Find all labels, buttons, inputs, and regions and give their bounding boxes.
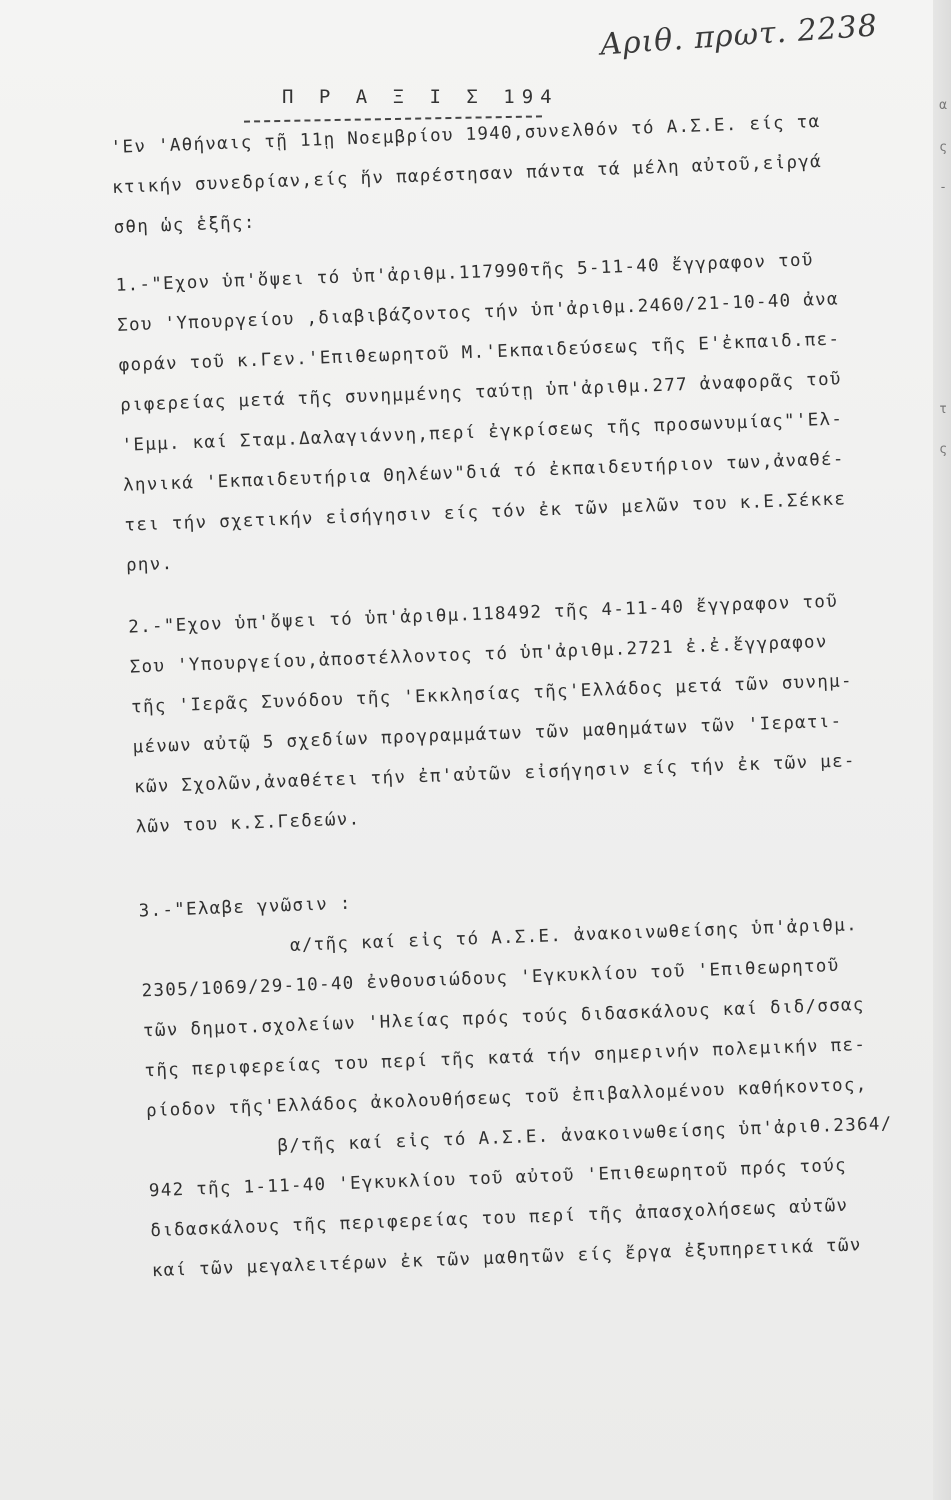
item3-line: α/τῆς καί εἰς τό Α.Σ.Ε. ἀνακοινωθείσης ὑπ'ἀριθμ. bbox=[289, 915, 859, 956]
document-body bbox=[110, 99, 951, 1292]
item3-line: 942 τῆς 1-11-40 'Εγκυκλίου τοῦ αὐτοῦ 'Επιθεωρητοῦ πρός τούς bbox=[148, 1155, 848, 1202]
item1-line: φοράν τοῦ κ.Γεν.'Επιθεωρητοῦ Μ.'Εκπαιδεύσεως τῆς Ε'ἐκπαιδ.πε- bbox=[118, 329, 841, 376]
item1-line: 'Εμμ. καί Σταμ.Δαλαγιάννη,περί ἐγκρίσεως τῆς προσωνυμίας"'Ελ- bbox=[121, 409, 844, 456]
item1-line: 1.-"Εχον ὑπ'ὄψει τό ὑπ'ἀριθμ.117990τῆς 5-11-40 ἔγγραφον τοῦ bbox=[115, 250, 815, 296]
item2-line: 2.-"Εχον ὑπ'ὄψει τό ὑπ'ἀριθμ.118492 τῆς 4-11-40 ἔγγραφον τοῦ bbox=[127, 591, 839, 638]
item3-line: 2305/1069/29-10-40 ἐνθουσιώδους 'Εγκυκλίου τοῦ 'Επιθεωρητοῦ bbox=[141, 955, 840, 1002]
item3-line: καί τῶν μεγαλειτέρων ἐκ τῶν μαθητῶν είς ἔργα ἐξυπηρετικά τῶν bbox=[151, 1235, 862, 1282]
item3-line: διδασκάλους τῆς περιφερείας του περί τῆς ἀπασχολήσεως αὐτῶν bbox=[150, 1195, 849, 1242]
intro-line: 'Εν 'Αθήναις τῇ 11ῃ Νοεμβρίου 1940,συνελθόν τό Α.Σ.Ε. είς τα bbox=[110, 111, 821, 158]
item3-line: τῆς περιφερείας του περί τῆς κατά τήν σημερινήν πολεμικήν πε- bbox=[144, 1034, 867, 1082]
margin-mark: ς bbox=[939, 140, 947, 155]
item3-heading: 3.-"Ελαβε γνῶσιν : bbox=[138, 893, 352, 922]
intro-line: κτικήν συνεδρίαν,είς ἥν παρέστησαν πάντα τά μέλη αὐτοῦ,εἰργά bbox=[111, 151, 823, 198]
document-title: Π Ρ Α Ξ Ι Σ 194 bbox=[282, 86, 559, 108]
item3-line: ρίοδον τῆς'Ελλάδος ἀκολουθήσεως τοῦ ἐπιβαλλομένου καθήκοντος, bbox=[145, 1074, 868, 1122]
item1-line: ρην. bbox=[125, 553, 174, 576]
handwritten-protocol-number: Αριθ. πρωτ. 2238 bbox=[599, 8, 879, 63]
margin-mark: τ bbox=[939, 402, 947, 417]
margin-mark: ς bbox=[939, 442, 947, 457]
item1-line: ληνικά 'Εκπαιδευτήρια Θηλέων"διά τό ἐκπαιδευτήριον των,ἀναθέ- bbox=[122, 449, 845, 496]
item2-line: Σου 'Υπουργείου,ἀποστέλλοντος τό ὑπ'ἀριθμ.2721 ἐ.ἐ.ἔγγραφον bbox=[129, 632, 829, 678]
item2-line: κῶν Σχολῶν,ἀναθέτει τήν ἐπ'αὐτῶν εἰσήγησιν είς τήν ἐκ τῶν με- bbox=[133, 751, 857, 798]
page-edge-strip bbox=[933, 0, 951, 1500]
intro-line: σθη ὡς ἑξῆς: bbox=[113, 212, 256, 238]
margin-mark: - bbox=[939, 180, 947, 195]
item1-line: ριφερείας μετά τῆς συνημμένης ταύτῃ ὑπ'ἀριθμ.277 ἀναφορᾶς τοῦ bbox=[119, 369, 843, 416]
item1-line: Σου 'Υπουργείου ,διαβιβάζοντος τήν ὑπ'ἀριθμ.2460/21-10-40 ἀνα bbox=[116, 289, 840, 336]
item1-line: τει τήν σχετικήν εἰσήγησιν είς τόν ἐκ τῶν μελῶν του κ.Ε.Σέκκε bbox=[124, 489, 847, 536]
item2-line: τῆς 'Ιερᾶς Συνόδου τῆς 'Εκκλησίας τῆς'Ελλάδος μετά τῶν συνημ- bbox=[130, 671, 854, 718]
item2-line: μένων αὐτῷ 5 σχεδίων προγραμμάτων τῶν μαθημάτων τῶν 'Ιερατι- bbox=[132, 711, 843, 758]
item3-line: β/τῆς καί εἰς τό Α.Σ.Ε. ἀνακοινωθείσης ὑπ'ἀριθ.2364/ bbox=[277, 1114, 893, 1157]
item2-line: λῶν του κ.Σ.Γεδεών. bbox=[135, 809, 361, 838]
margin-mark: α bbox=[939, 98, 947, 113]
item3-line: τῶν δημοτ.σχολείων 'Ηλείας πρός τούς διδασκάλους καί διδ/σσας bbox=[142, 994, 866, 1042]
